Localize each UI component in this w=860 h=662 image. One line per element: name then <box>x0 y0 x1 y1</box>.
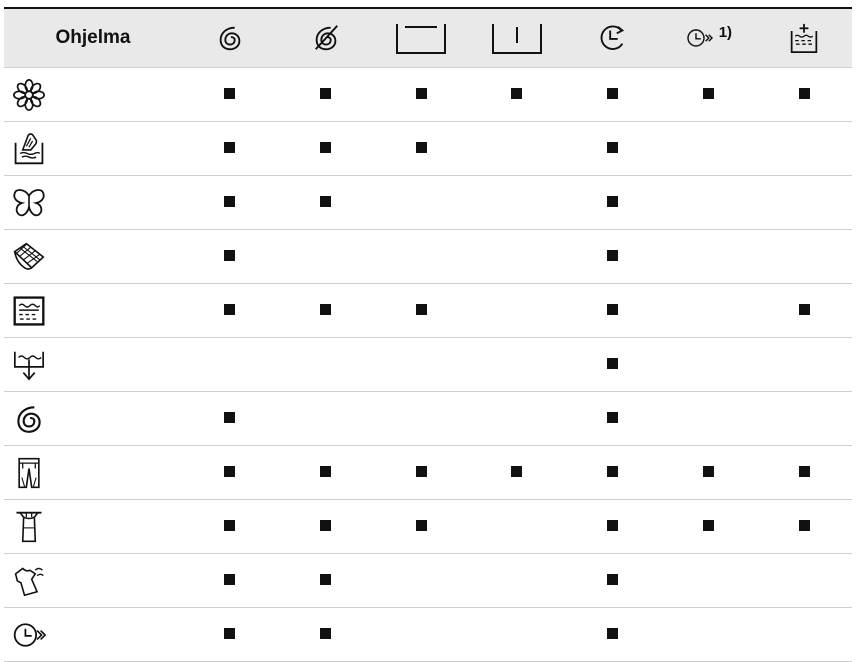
available-square-icon <box>224 520 235 531</box>
option-cell <box>182 554 278 608</box>
option-cell <box>661 230 757 284</box>
available-square-icon <box>224 412 235 423</box>
option-cell <box>756 608 852 662</box>
available-square-icon <box>224 88 235 99</box>
option-cell <box>182 500 278 554</box>
option-cell <box>278 392 374 446</box>
option-cell <box>661 68 757 122</box>
jeans-icon <box>12 456 46 490</box>
option-cell <box>182 284 278 338</box>
option-cell <box>469 122 565 176</box>
program-cell <box>4 284 182 338</box>
available-square-icon <box>607 628 618 639</box>
available-square-icon <box>320 304 331 315</box>
available-square-icon <box>320 520 331 531</box>
available-square-icon <box>607 142 618 153</box>
available-square-icon <box>703 88 714 99</box>
option-cell <box>756 122 852 176</box>
option-cell <box>469 500 565 554</box>
handwash-wool-icon <box>12 132 46 166</box>
available-square-icon <box>224 628 235 639</box>
available-square-icon <box>607 358 618 369</box>
available-square-icon <box>416 520 427 531</box>
drain-icon <box>12 348 46 382</box>
option-cell <box>661 284 757 338</box>
delay-start-icon <box>596 22 630 54</box>
option-cell <box>373 338 469 392</box>
option-cell <box>373 608 469 662</box>
option-cell <box>469 608 565 662</box>
available-square-icon <box>320 142 331 153</box>
available-square-icon <box>607 520 618 531</box>
option-cell <box>182 68 278 122</box>
rinse-hold-icon <box>395 21 447 55</box>
option-cell <box>373 392 469 446</box>
option-cell <box>565 68 661 122</box>
column-header-spin <box>182 8 278 68</box>
option-cell <box>182 122 278 176</box>
available-square-icon <box>607 574 618 585</box>
available-square-icon <box>320 466 331 477</box>
option-cell <box>278 122 374 176</box>
option-cell <box>756 500 852 554</box>
option-cell <box>182 176 278 230</box>
column-header-extra-rinse <box>756 8 852 68</box>
option-cell <box>565 230 661 284</box>
option-cell <box>661 500 757 554</box>
option-cell <box>661 122 757 176</box>
available-square-icon <box>416 88 427 99</box>
option-cell <box>182 446 278 500</box>
available-square-icon <box>703 466 714 477</box>
time-save-icon <box>685 26 715 50</box>
option-cell <box>278 554 374 608</box>
spin-spiral-icon <box>215 22 245 54</box>
option-cell <box>756 176 852 230</box>
table-row <box>4 554 852 608</box>
available-square-icon <box>224 574 235 585</box>
option-cell <box>565 176 661 230</box>
option-cell <box>661 446 757 500</box>
column-header-delay-start <box>565 8 661 68</box>
option-cell <box>278 338 374 392</box>
quick-wash-icon <box>12 618 46 652</box>
available-square-icon <box>224 304 235 315</box>
program-cell <box>4 392 182 446</box>
available-square-icon <box>416 304 427 315</box>
table-header-row <box>4 8 852 68</box>
available-square-icon <box>607 412 618 423</box>
available-square-icon <box>320 196 331 207</box>
option-cell <box>373 554 469 608</box>
available-square-icon <box>511 88 522 99</box>
curtains-icon <box>12 240 46 274</box>
option-cell <box>661 608 757 662</box>
available-square-icon <box>607 304 618 315</box>
spin-icon <box>12 402 46 436</box>
table-row <box>4 500 852 554</box>
option-cell <box>182 338 278 392</box>
available-square-icon <box>703 520 714 531</box>
option-cell <box>278 176 374 230</box>
available-square-icon <box>607 88 618 99</box>
delicates-butterfly-icon <box>12 186 46 220</box>
option-cell <box>182 230 278 284</box>
extra-rinse-icon <box>789 21 819 55</box>
program-cell <box>4 68 182 122</box>
option-cell <box>756 284 852 338</box>
option-cell <box>373 446 469 500</box>
table-row <box>4 338 852 392</box>
program-cell <box>4 122 182 176</box>
table-body <box>4 68 852 662</box>
option-cell <box>565 500 661 554</box>
footnote-marker: 1) <box>718 24 733 41</box>
option-cell <box>278 608 374 662</box>
option-cell <box>469 554 565 608</box>
rinse-tub-icon <box>12 294 46 328</box>
available-square-icon <box>224 142 235 153</box>
option-cell <box>756 554 852 608</box>
table-row <box>4 392 852 446</box>
option-cell <box>278 446 374 500</box>
option-cell <box>278 500 374 554</box>
table-row <box>4 446 852 500</box>
program-cell <box>4 446 182 500</box>
available-square-icon <box>320 574 331 585</box>
option-cell <box>373 122 469 176</box>
option-cell <box>373 284 469 338</box>
available-square-icon <box>799 304 810 315</box>
option-cell <box>278 230 374 284</box>
option-cell <box>756 68 852 122</box>
program-cell <box>4 230 182 284</box>
table-row <box>4 176 852 230</box>
available-square-icon <box>799 466 810 477</box>
column-header-night <box>469 8 565 68</box>
option-cell <box>565 392 661 446</box>
available-square-icon <box>320 628 331 639</box>
option-cell <box>469 176 565 230</box>
cotton-flower-icon <box>12 78 46 112</box>
program-cell <box>4 176 182 230</box>
available-square-icon <box>320 88 331 99</box>
option-cell <box>469 392 565 446</box>
program-cell <box>4 608 182 662</box>
column-header-time-save <box>661 8 757 68</box>
option-cell <box>565 284 661 338</box>
column-header-no-spin <box>278 8 374 68</box>
option-cell <box>565 122 661 176</box>
option-cell <box>373 230 469 284</box>
available-square-icon <box>416 466 427 477</box>
available-square-icon <box>799 520 810 531</box>
available-square-icon <box>416 142 427 153</box>
option-cell <box>182 608 278 662</box>
night-quiet-icon <box>491 21 543 55</box>
available-square-icon <box>224 466 235 477</box>
available-square-icon <box>607 466 618 477</box>
option-cell <box>278 284 374 338</box>
no-spin-icon <box>311 22 341 54</box>
available-square-icon <box>224 250 235 261</box>
table-row <box>4 68 852 122</box>
option-cell <box>278 68 374 122</box>
program-cell <box>4 338 182 392</box>
table-row <box>4 608 852 662</box>
column-header-rinse-hold <box>373 8 469 68</box>
table-row <box>4 230 852 284</box>
option-cell <box>756 446 852 500</box>
option-cell <box>373 500 469 554</box>
program-cell <box>4 500 182 554</box>
option-cell <box>373 176 469 230</box>
option-cell <box>565 446 661 500</box>
program-cell <box>4 554 182 608</box>
available-square-icon <box>511 466 522 477</box>
option-cell <box>565 338 661 392</box>
option-cell <box>756 338 852 392</box>
table-row <box>4 284 852 338</box>
option-cell <box>756 230 852 284</box>
available-square-icon <box>799 88 810 99</box>
available-square-icon <box>224 196 235 207</box>
option-cell <box>469 230 565 284</box>
available-square-icon <box>607 250 618 261</box>
program-options-table <box>4 7 852 662</box>
option-cell <box>661 554 757 608</box>
option-cell <box>469 284 565 338</box>
available-square-icon <box>607 196 618 207</box>
option-cell <box>756 392 852 446</box>
option-cell <box>182 392 278 446</box>
option-cell <box>565 608 661 662</box>
option-cell <box>661 176 757 230</box>
option-cell <box>373 68 469 122</box>
option-cell <box>469 446 565 500</box>
option-cell <box>565 554 661 608</box>
option-cell <box>661 338 757 392</box>
option-cell <box>469 338 565 392</box>
easy-iron-icon <box>12 564 46 598</box>
option-cell <box>661 392 757 446</box>
table-row <box>4 122 852 176</box>
program-column-header: Ohjelma <box>55 27 131 48</box>
program-options-table-wrapper <box>4 7 852 662</box>
option-cell <box>469 68 565 122</box>
synthetics-shirt-icon <box>12 510 46 544</box>
